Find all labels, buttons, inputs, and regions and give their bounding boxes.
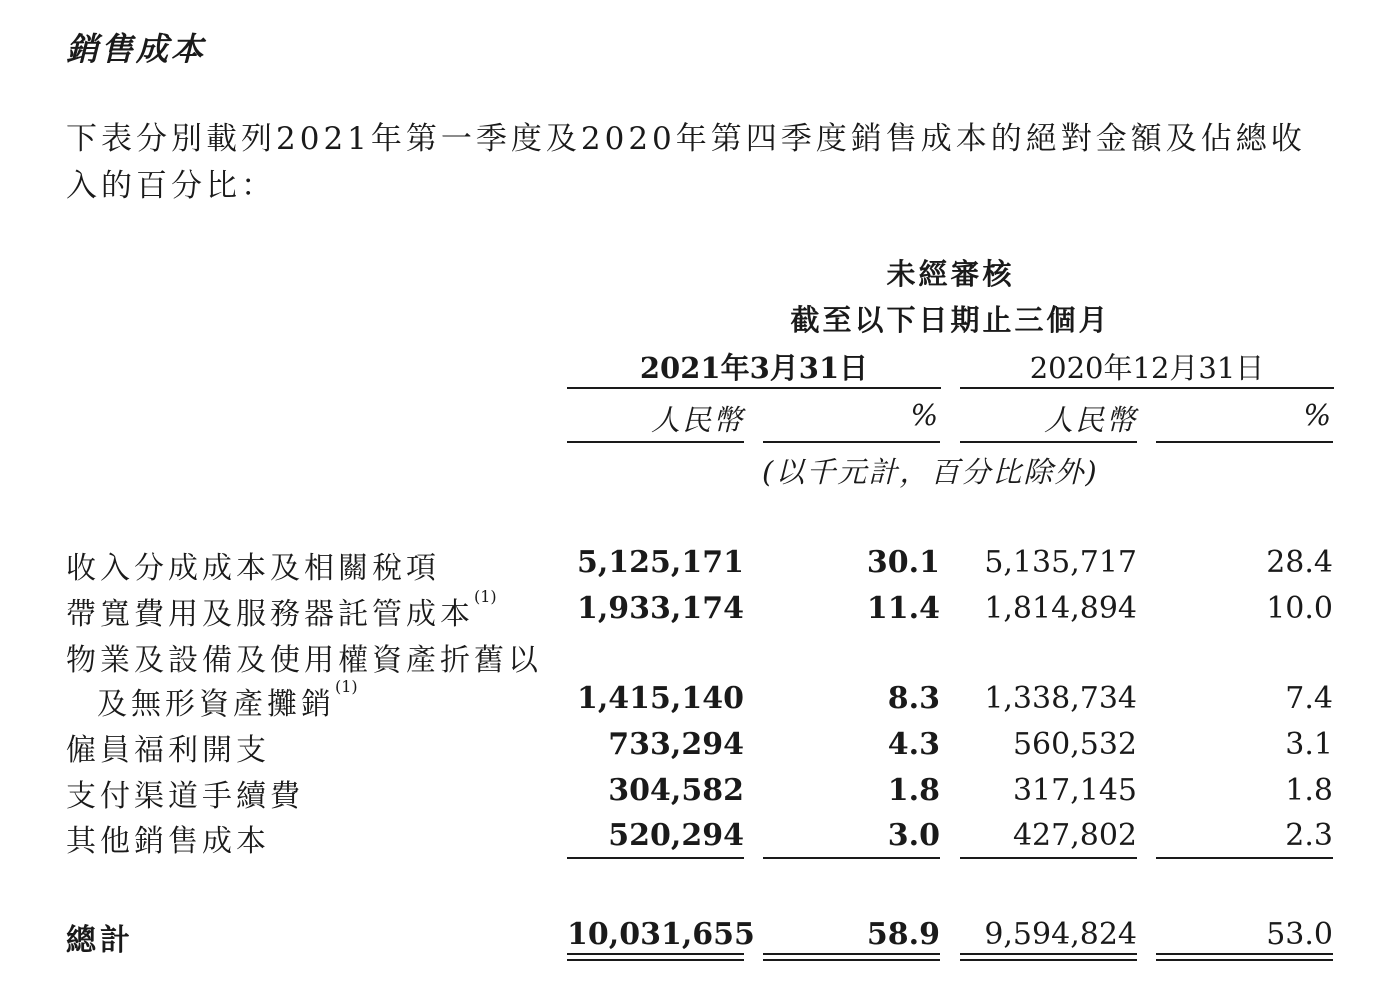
total-value: 58.9 [866, 917, 940, 952]
cell-value: 7.4 [1285, 681, 1333, 716]
double-rule-total-1a [567, 953, 744, 955]
section-title: 銷售成本 [66, 30, 207, 68]
header-percent-2020: % [1303, 398, 1333, 432]
row-label-revenue-sharing: 收入分成成本及相關稅項 [66, 551, 440, 586]
double-rule-total-1b [567, 959, 744, 961]
cell-value: 2.3 [1285, 818, 1333, 853]
cell-value: 1,814,894 [984, 591, 1137, 626]
rule-under-unit-2 [763, 441, 940, 443]
double-rule-total-4a [1156, 953, 1333, 955]
header-currency-2021: 人民幣 [650, 403, 744, 437]
cell-value: 1,415,140 [576, 681, 744, 716]
row-label-depreciation-line2 [97, 679, 358, 723]
row-label-employee-benefits: 僱員福利開支 [66, 733, 270, 768]
cell-value: 1.8 [887, 773, 940, 808]
row-label-depreciation-line1: 物業及設備及使用權資產折舊以 [66, 643, 542, 678]
double-rule-total-3a [960, 953, 1137, 955]
cell-value: 317,145 [1012, 773, 1137, 808]
rule-under-unit-4 [1156, 441, 1333, 443]
row-label-total: 總計 [66, 923, 134, 958]
cell-value: 28.4 [1266, 545, 1333, 580]
unit-note: (以千元計，百分比除外) [762, 455, 1099, 489]
intro-line-1: 下表分別載列2021年第一季度及2020年第四季度銷售成本的絕對金額及佔總收 [66, 121, 1306, 157]
row-label-bandwidth [66, 589, 497, 633]
cell-value: 3.0 [887, 818, 940, 853]
header-currency-2020: 人民幣 [1043, 403, 1137, 437]
footnote-marker: (1) [474, 587, 497, 606]
cell-value: 5,125,171 [576, 545, 744, 580]
double-rule-total-3b [960, 959, 1137, 961]
rule-under-unit-3 [960, 441, 1137, 443]
header-unaudited: 未經審核 [886, 257, 1015, 291]
cell-value: 1,338,734 [984, 681, 1137, 716]
rule-above-total-4 [1156, 857, 1333, 859]
cell-value: 8.3 [887, 681, 940, 716]
row-label-text: 及無形資產攤銷 [97, 687, 335, 722]
double-rule-total-2a [763, 953, 940, 955]
double-rule-total-4b [1156, 959, 1333, 961]
cell-value: 11.4 [866, 591, 940, 626]
cell-value: 5,135,717 [984, 545, 1137, 580]
cell-value: 10.0 [1266, 591, 1333, 626]
rule-under-date-2021 [567, 387, 941, 389]
intro-line-2: 入的百分比： [66, 168, 276, 204]
header-date-2021: 2021年3月31日 [639, 351, 869, 385]
header-period: 截至以下日期止三個月 [790, 303, 1111, 337]
rule-above-total-3 [960, 857, 1137, 859]
row-label-other-cost: 其他銷售成本 [66, 824, 270, 859]
row-label-text: 帶寬費用及服務器託管成本 [66, 597, 474, 632]
cell-value: 427,802 [1012, 818, 1137, 853]
cell-value: 4.3 [887, 727, 940, 762]
total-value: 53.0 [1266, 917, 1333, 952]
header-percent-2021: % [910, 398, 940, 432]
double-rule-total-2b [763, 959, 940, 961]
cell-value: 1.8 [1285, 773, 1333, 808]
total-value: 10,031,655 [567, 917, 755, 952]
cell-value: 30.1 [866, 545, 940, 580]
cell-value: 1,933,174 [576, 591, 744, 626]
footnote-marker: (1) [335, 677, 358, 696]
cell-value: 304,582 [608, 773, 744, 808]
cell-value: 733,294 [608, 727, 744, 762]
total-value: 9,594,824 [984, 917, 1137, 952]
rule-above-total-1 [567, 857, 744, 859]
cell-value: 520,294 [608, 818, 744, 853]
rule-above-total-2 [763, 857, 940, 859]
rule-under-unit-1 [567, 441, 744, 443]
header-date-2020: 2020年12月31日 [1029, 351, 1265, 385]
cell-value: 560,532 [1012, 727, 1137, 762]
rule-under-date-2020 [960, 387, 1334, 389]
row-label-payment-channel: 支付渠道手續費 [66, 779, 304, 814]
cell-value: 3.1 [1285, 727, 1333, 762]
